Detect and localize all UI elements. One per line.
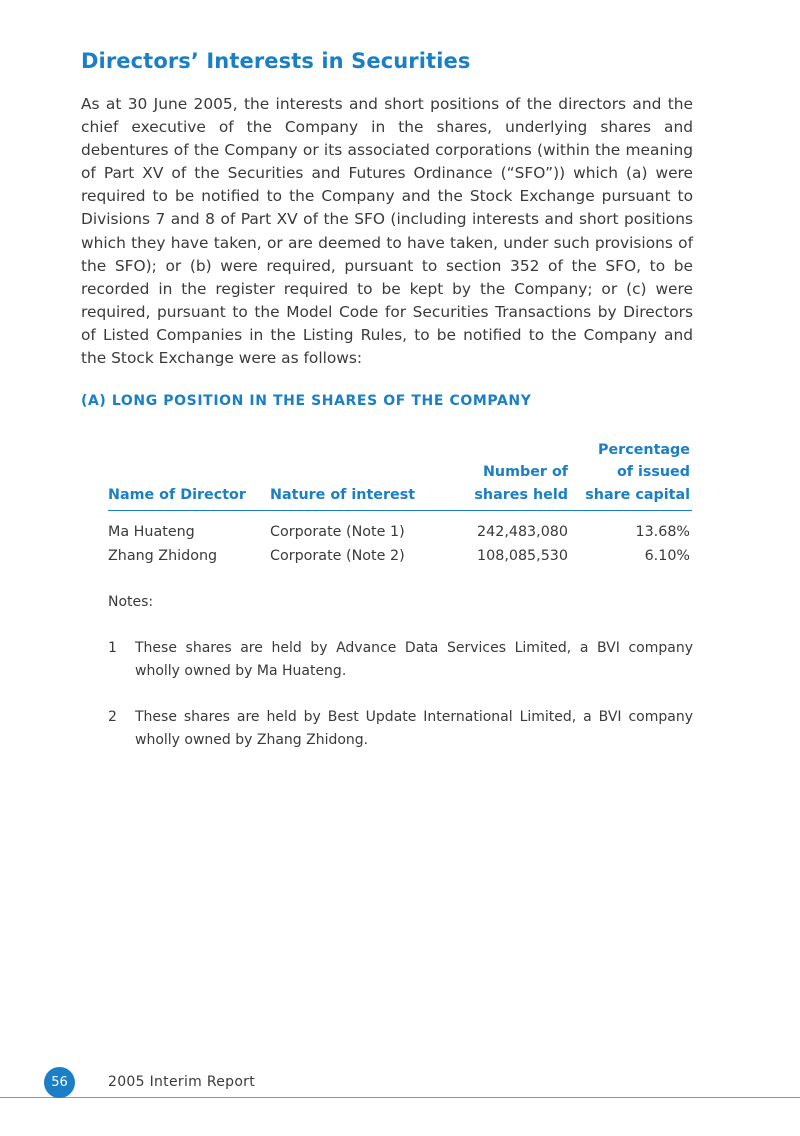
footer-report-title: 2005 Interim Report [108, 1074, 256, 1090]
table-row [108, 545, 692, 569]
cell-shares: 242,483,080 [477, 524, 568, 540]
note-text: These shares are held by Advance Data Services Limited, a BVI company wholly owned by Ma Huateng. [135, 640, 693, 679]
table-row [108, 521, 692, 545]
header-percentage: Percentage of issued share capital [585, 441, 690, 503]
notes-title: Notes: [108, 594, 154, 610]
note-text: These shares are held by Best Update International Limited, a BVI company wholly owned by Zhang Zhidong. [135, 709, 693, 748]
cell-director-name: Ma Huateng [108, 524, 195, 540]
cell-director-name: Zhang Zhidong [108, 547, 218, 564]
cell-shares: 108,085,530 [477, 547, 568, 564]
intro-paragraph: As at 30 June 2005, the interests and short positions of the directors and the chief executive of the Company in the shares, underlying shares and debentures of the Company or its associated corporations (within the meaning of Part XV of the Securities and Futures Ordinance (“SFO”)) which (a) were required to be notified to the Company and the Stock Exchange pursuant to Divisions 7 and 8 of Part XV of the SFO (including interests and short positions which they have taken, or are deemed to have taken, under such provisions of the SFO); or (b) were required, pursuant to section 352 of the SFO, to be recorded in the register required to be kept by the Company; or (c) were required, pursuant to the Model Code for Securities Transactions by Directors of Listed Companies in the Listing Rules, to be notified to the Company and the Stock Exchange were as follows: [81, 95, 693, 368]
directors-shares-table [108, 440, 692, 568]
page-number-badge: 56 [44, 1067, 75, 1098]
note-number: 1 [108, 640, 117, 656]
header-nature-of-interest: Nature of interest [270, 486, 416, 503]
cell-nature: Corporate (Note 1) [270, 524, 405, 540]
subsection-title: (A) LONG POSITION IN THE SHARES OF THE COMPANY [81, 393, 532, 409]
note-item [108, 706, 693, 752]
cell-percentage: 13.68% [635, 524, 690, 540]
header-name-of-director: Name of Director [108, 486, 246, 503]
cell-percentage: 6.10% [644, 547, 690, 564]
header-number-of-shares: Number of shares held [474, 464, 568, 503]
footer-rule [0, 1097, 800, 1098]
note-item [108, 637, 693, 683]
section-heading: Directors’ Interests in Securities [81, 49, 471, 73]
cell-nature: Corporate (Note 2) [270, 547, 405, 564]
note-number: 2 [108, 709, 117, 725]
table-header [108, 440, 692, 511]
